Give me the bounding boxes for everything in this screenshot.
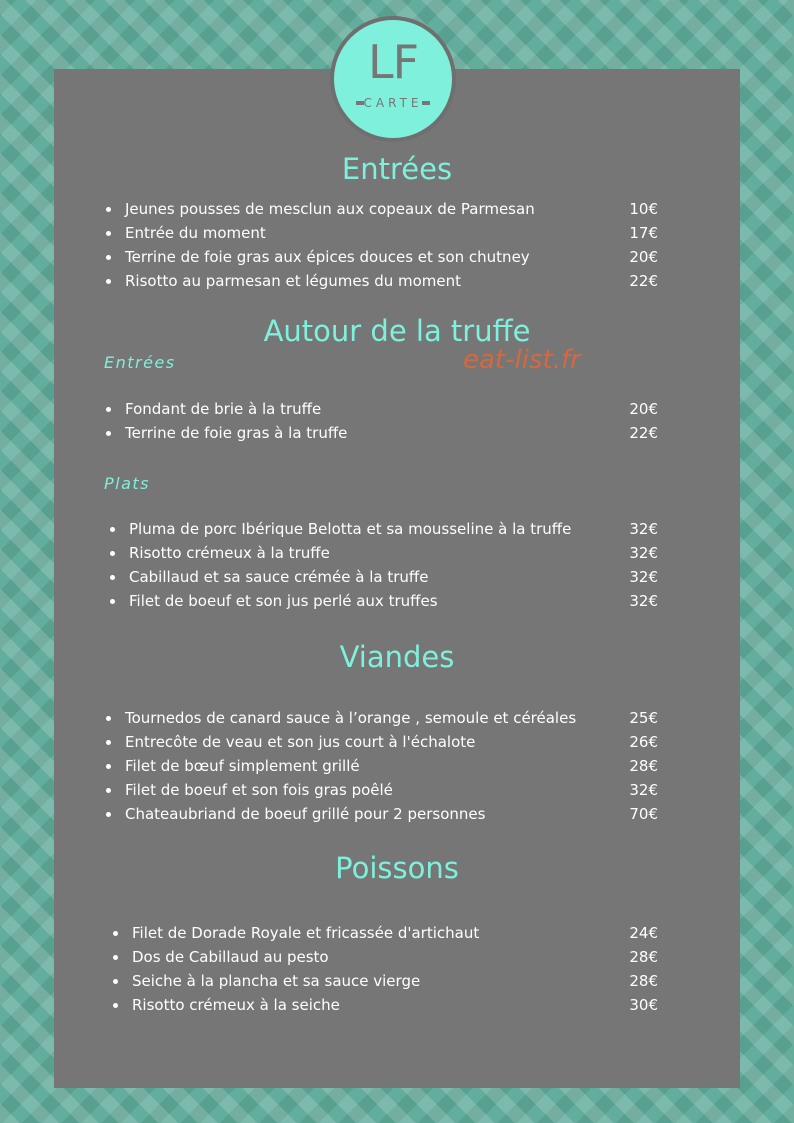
subsection-label-truffe-plats: Plats: [104, 474, 151, 493]
logo-monogram: LF: [367, 35, 419, 89]
menu-item: [110, 517, 662, 541]
bullet-icon: [106, 279, 111, 284]
menu-item-name: Entrée du moment: [125, 224, 266, 242]
menu-item-price: 28€: [629, 757, 658, 775]
menu-item-price: 24€: [629, 924, 658, 942]
menu-item-name: Cabillaud et sa sauce crémée à la truffe: [129, 568, 429, 586]
section-title-truffe: Autour de la truffe: [263, 314, 531, 348]
menu-item-price: 70€: [629, 805, 658, 823]
section-title-poissons: Poissons: [335, 851, 459, 885]
menu-item: [110, 541, 662, 565]
menu-item-price: 32€: [629, 544, 658, 562]
section-title-entrees: Entrées: [341, 152, 453, 186]
menu-item: [110, 565, 662, 589]
bullet-icon: [106, 812, 111, 817]
menu-item: [106, 730, 662, 754]
menu-list-truffe-entrees: [106, 397, 662, 445]
bullet-icon: [113, 955, 118, 960]
menu-item-price: 10€: [629, 200, 658, 218]
bullet-icon: [106, 764, 111, 769]
menu-item-name: Risotto crémeux à la truffe: [129, 544, 330, 562]
subsection-label-truffe-entrees: Entrées: [104, 353, 176, 372]
menu-list-viandes: [106, 706, 662, 826]
bullet-icon: [110, 551, 115, 556]
bullet-icon: [110, 527, 115, 532]
menu-item-name: Jeunes pousses de mesclun aux copeaux de Parmesan: [125, 200, 535, 218]
bullet-icon: [113, 979, 118, 984]
menu-item-price: 32€: [629, 781, 658, 799]
menu-item: [106, 706, 662, 730]
menu-item-price: 32€: [629, 592, 658, 610]
menu-item: [106, 421, 662, 445]
menu-item-name: Tournedos de canard sauce à l’orange , semoule et céréales: [125, 709, 577, 727]
menu-item-price: 20€: [629, 248, 658, 266]
menu-item-name: Fondant de brie à la truffe: [125, 400, 322, 418]
menu-item: [110, 589, 662, 613]
menu-item: [106, 397, 662, 421]
menu-item: [106, 802, 662, 826]
logo-badge: [334, 20, 452, 138]
menu-item-name: Filet de Dorade Royale et fricassée d'artichaut: [132, 924, 480, 942]
bullet-icon: [106, 740, 111, 745]
menu-list-poissons: [113, 921, 662, 1017]
menu-item-price: 32€: [629, 520, 658, 538]
section-title-viandes: Viandes: [339, 640, 455, 674]
menu-item: [113, 969, 662, 993]
bullet-icon: [106, 788, 111, 793]
menu-item-name: Entrecôte de veau et son jus court à l'échalote: [125, 733, 476, 751]
menu-list-entrees: [106, 197, 662, 293]
bullet-icon: [106, 716, 111, 721]
menu-item-name: Chateaubriand de boeuf grillé pour 2 personnes: [125, 805, 486, 823]
bullet-icon: [106, 255, 111, 260]
menu-item-price: 22€: [629, 424, 658, 442]
menu-item-price: 25€: [629, 709, 658, 727]
bullet-icon: [106, 431, 111, 436]
menu-list-truffe-plats: [110, 517, 662, 613]
menu-item-price: 28€: [629, 948, 658, 966]
menu-item-name: Terrine de foie gras à la truffe: [125, 424, 348, 442]
menu-item: [106, 754, 662, 778]
menu-item-name: Filet de boeuf et son fois gras poêlé: [125, 781, 393, 799]
bullet-icon: [113, 1003, 118, 1008]
watermark: eat-list.fr: [463, 345, 581, 375]
menu-item: [106, 197, 662, 221]
menu-item-name: Pluma de porc Ibérique Belotta et sa mousseline à la truffe: [129, 520, 572, 538]
bullet-icon: [110, 575, 115, 580]
menu-item-name: Seiche à la plancha et sa sauce vierge: [132, 972, 421, 990]
menu-item-name: Filet de bœuf simplement grillé: [125, 757, 360, 775]
menu-item-price: 26€: [629, 733, 658, 751]
bullet-icon: [106, 231, 111, 236]
menu-item-price: 28€: [629, 972, 658, 990]
menu-item: [113, 921, 662, 945]
menu-item-price: 22€: [629, 272, 658, 290]
bullet-icon: [113, 931, 118, 936]
menu-item-price: 20€: [629, 400, 658, 418]
menu-item-price: 32€: [629, 568, 658, 586]
menu-item-name: Terrine de foie gras aux épices douces et son chutney: [125, 248, 530, 266]
menu-item: [106, 269, 662, 293]
logo-bar-right: [422, 101, 430, 105]
restaurant-logo: [330, 16, 456, 142]
bullet-icon: [106, 207, 111, 212]
menu-item: [113, 993, 662, 1017]
menu-item: [106, 245, 662, 269]
bullet-icon: [110, 599, 115, 604]
menu-item-price: 30€: [629, 996, 658, 1014]
menu-item-price: 17€: [629, 224, 658, 242]
menu-item-name: Risotto au parmesan et légumes du moment: [125, 272, 462, 290]
menu-item: [106, 221, 662, 245]
menu-item: [113, 945, 662, 969]
menu-item-name: Risotto crémeux à la seiche: [132, 996, 340, 1014]
bullet-icon: [106, 407, 111, 412]
menu-item: [106, 778, 662, 802]
menu-item-name: Dos de Cabillaud au pesto: [132, 948, 329, 966]
logo-subtitle: CARTE: [363, 96, 423, 110]
menu-item-name: Filet de boeuf et son jus perlé aux truffes: [129, 592, 438, 610]
